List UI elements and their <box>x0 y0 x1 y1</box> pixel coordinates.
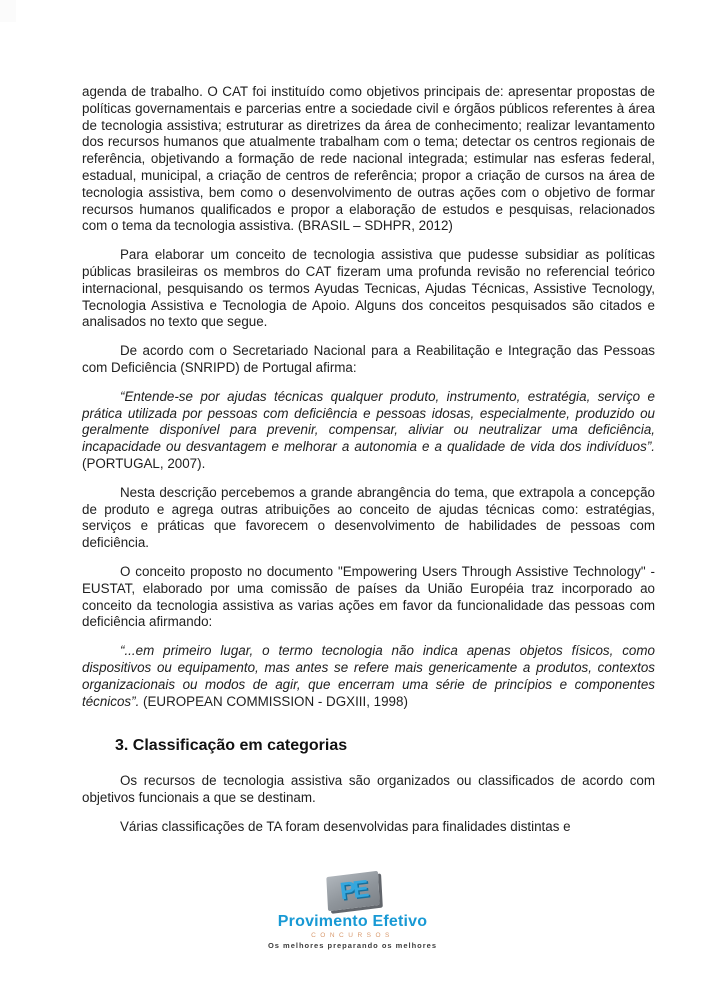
paragraph-eustat-intro: O conceito proposto no documento "Empowering Users Through Assistive Technology" - EUSTAT, elaborado por uma comissão de países da União Européia traz incorporado ao conceito da tecnologia assistiva as varias ações em favor da funcionalidade das pessoas com deficiência afirmando: <box>82 563 655 630</box>
page-content <box>82 84 655 848</box>
paragraph-classification-intro: Os recursos de tecnologia assistiva são organizados ou classificados de acordo com objetivos funcionais a que se destinam. <box>82 773 655 806</box>
brand-tagline: Os melhores preparando os melhores <box>267 941 438 950</box>
quote-eustat-citation: (EUROPEAN COMMISSION - DGXIII, 1998) <box>143 693 408 709</box>
paragraph-snripd-intro: De acordo com o Secretariado Nacional para a Reabilitação e Integração das Pessoas com Deficiência (SNRIPD) de Portugal afirma: <box>82 343 655 375</box>
pe-monogram: PE <box>337 875 367 906</box>
brand-name: Provimento Efetivo <box>277 913 428 930</box>
paragraph-description-scope: Nesta descrição percebemos a grande abrangência do tema, que extrapola a concepção de produto e agrega outras atribuições ao conceito de ajudas técnicas como: estratégias, serviços e práticas que favorecem o desenvolvimento de habilidades de pessoas com deficiência. <box>82 484 655 551</box>
paragraph-classifications-developed: Várias classificações de TA foram desenvolvidas para finalidades distintas e <box>120 818 571 834</box>
scan-artifact <box>0 0 16 22</box>
quote-eustat <box>82 643 655 710</box>
quote-portugal <box>82 389 655 473</box>
quote-portugal-citation: (PORTUGAL, 2007). <box>82 455 206 471</box>
quote-portugal-text: “Entende-se por ajudas técnicas qualquer produto, instrumento, estratégia, serviço e prática utilizada por pessoas com deficiência e pessoas idosas, especialmente, produzido ou geralmente disponível para prevenir, compensar, aliviar ou neutralizar uma deficiência, incapacidade ou desvantagem e melhorar a autonomia e a qualidade de vida dos indivíduos”. <box>82 388 655 455</box>
pe-logo-icon <box>326 871 379 911</box>
footer-logo <box>0 874 705 950</box>
paragraph-cat-objectives: agenda de trabalho. O CAT foi instituído como objetivos principais de: apresentar propostas de políticas governamentais e parcerias entre a sociedade civil e órgãos públicos referentes à área de tecnologia assistiva; estruturar as diretrizes da área de conhecimento; realizar levantamento dos recursos humanos que atualmente trabalham com o tema; detectar os centros regionais de referência, objetivando a formação de rede nacional integrada; estimular nas esferas federal, estadual, municipal, a criação de centros de referência; propor a criação de cursos na área de tecnologia assistiva, bem como o desenvolvimento de outras ações com o objetivo de formar recursos humanos qualificados e propor a elaboração de estudos e pesquisas, relacionados com o tema da tecnologia assistiva. (BRASIL – SDHPR, 2012) <box>82 84 655 234</box>
quote-eustat-text: “...em primeiro lugar, o termo tecnologia não indica apenas objetos físicos, como dispositivos ou equipamento, mas antes se refere mais genericamente a produtos, contextos organizacionais ou modos de agir, que encerram uma série de princípios e componentes técnicos”. <box>82 643 655 709</box>
paragraph-cat-concept-research: Para elaborar um conceito de tecnologia assistiva que pudesse subsidiar as políticas públicas brasileiras os membros do CAT fizeram uma profunda revisão no referencial teórico internacional, pesquisando os termos Ayudas Tecnicas, Ajudas Técnicas, Assistive Tecnology, Tecnologia Assistiva e Tecnologia de Apoio. Alguns dos conceitos pesquisados são citados e analisados no texto que segue. <box>82 247 655 330</box>
section-heading-classificacao: 3. Classificação em categorias <box>115 737 348 755</box>
brand-subtitle: CONCURSOS <box>311 932 394 939</box>
